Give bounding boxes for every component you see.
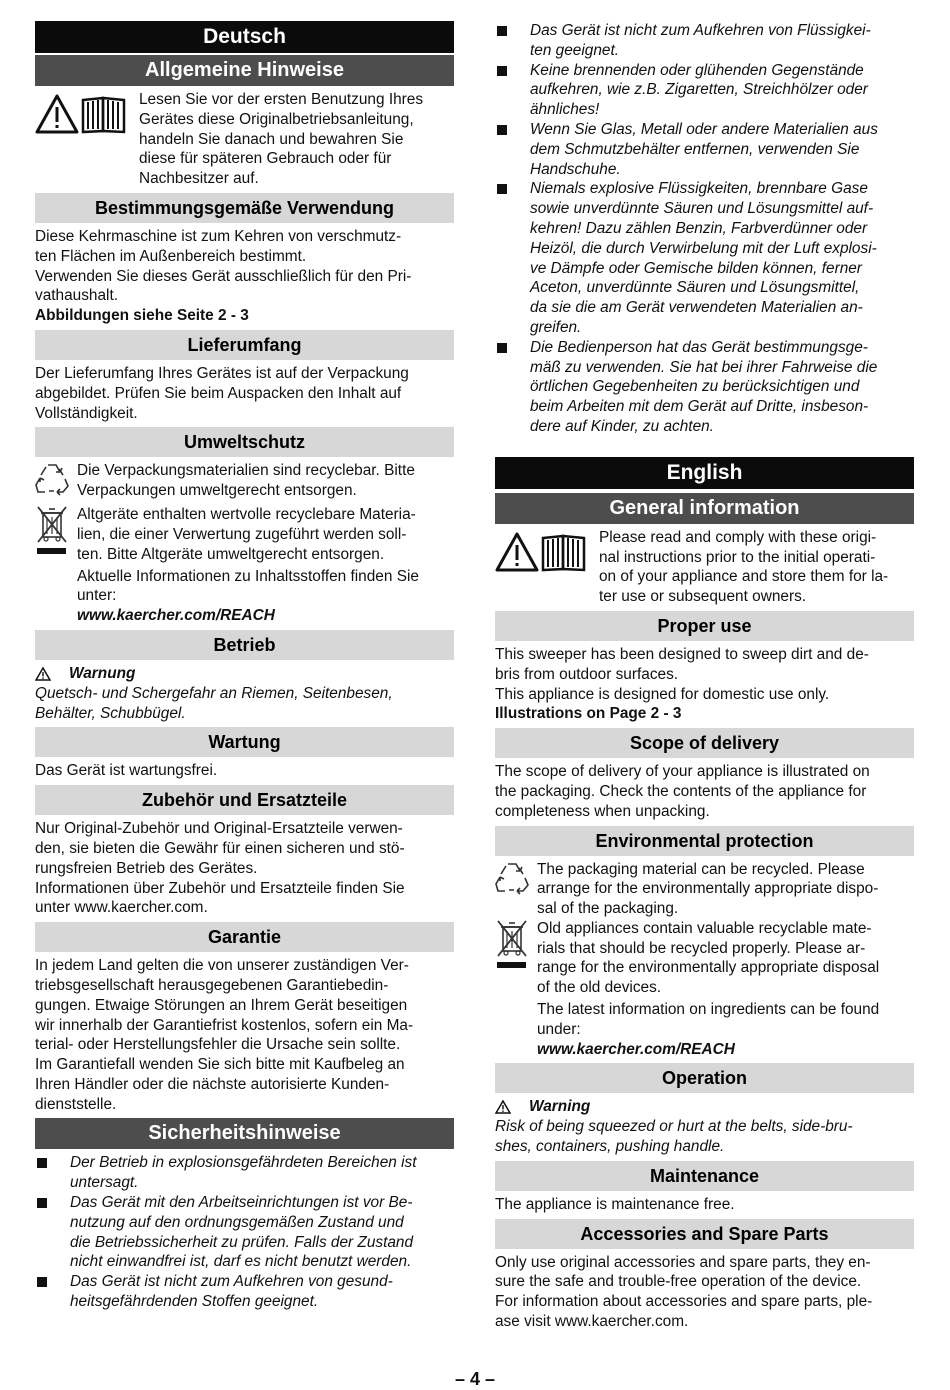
bullet-square-icon <box>37 1198 47 1208</box>
text-line: Im Garantiefall wenden Sie sich bitte mit Kaufbeleg an <box>35 1056 405 1074</box>
text-line: ase visit www.kaercher.com. <box>495 1313 689 1331</box>
bullet-square-icon <box>497 184 507 194</box>
general-info-block <box>495 528 914 607</box>
section-heading-delivery: Scope of delivery <box>495 728 914 758</box>
list-item: Das Gerät mit den Arbeitseinrichtungen ist vor Be- nutzung auf den ordnungsgemäßen Zustand und die Betriebssicherheit zu prüfen. Falls der Zustand nicht einwandfrei ist, darf es nicht benutzt werden. <box>35 1193 454 1272</box>
general-info-block <box>35 90 454 189</box>
bullet-square-icon <box>37 1277 47 1287</box>
text-line: gungen. Etwaige Störungen an Ihrem Gerät beseitigen <box>35 996 408 1014</box>
text-line: ter use or subsequent owners. <box>599 588 807 606</box>
text-line: Risk of being squeezed or hurt at the belts, side-bru- <box>495 1118 853 1136</box>
safety-list-left <box>35 1153 454 1311</box>
text-line: terial- oder Herstellungsfehler die Ursache sein sollte. <box>35 1036 401 1054</box>
text-line: This appliance is designed for domestic use only. <box>495 685 830 703</box>
recycle-icon <box>495 860 529 896</box>
section-heading-environment: Environmental protection <box>495 826 914 856</box>
warning-manual-icon <box>495 532 587 572</box>
right-column <box>495 21 914 1332</box>
text-line: Please read and comply with these origi- <box>599 528 877 546</box>
text-line: vathaushalt. <box>35 287 118 305</box>
warning-icon <box>35 667 51 681</box>
text-line: Nachbesitzer auf. <box>139 170 259 188</box>
text-line: The latest information on ingredients can be found <box>537 1001 880 1019</box>
text-line: sal of the packaging. <box>537 900 679 918</box>
text-line: sure the safe and trouble-free operation of the device. <box>495 1273 862 1291</box>
bullet-square-icon <box>497 343 507 353</box>
text-line: Quetsch- und Schergefahr an Riemen, Seitenbesen, <box>35 684 393 702</box>
list-item: Das Gerät ist nicht zum Aufkehren von Flüssigkei- ten geeignet. <box>495 21 914 61</box>
section-heading-general: Allgemeine Hinweise <box>35 55 454 86</box>
crossed-bin-icon <box>35 505 69 557</box>
warning-label: Warning <box>529 1098 591 1116</box>
list-item: Das Gerät ist nicht zum Aufkehren von gesund- heitsgefährdenden Stoffen geeignet. <box>35 1272 454 1312</box>
list-item: Wenn Sie Glas, Metall oder andere Materialien aus dem Schmutzbehälter entfernen, verwenden Sie Handschuhe. <box>495 120 914 179</box>
german-column <box>35 21 454 1312</box>
text-line: shes, containers, pushing handle. <box>495 1138 725 1156</box>
text-line: The appliance is maintenance free. <box>495 1195 735 1213</box>
text-line: arrange for the environmentally appropriate dispo- <box>537 880 879 898</box>
section-heading-environment: Umweltschutz <box>35 427 454 457</box>
warning-manual-icon <box>35 94 127 134</box>
bullet-square-icon <box>497 125 507 135</box>
text-line: Aktuelle Informationen zu Inhaltsstoffen finden Sie <box>77 567 419 585</box>
section-heading-intended-use: Bestimmungsgemäße Verwendung <box>35 193 454 223</box>
text-line: the packaging. Check the contents of the appliance for <box>495 782 867 800</box>
text-line: Verwenden Sie dieses Gerät ausschließlich für den Pri- <box>35 267 412 285</box>
text-line: completeness when unpacking. <box>495 802 710 820</box>
text-line: The packaging material can be recycled. Please <box>537 860 865 878</box>
text-line: triebsgesellschaft herausgegebenen Garantiebedin- <box>35 976 389 994</box>
section-heading-maintenance: Wartung <box>35 727 454 757</box>
text-line: For information about accessories and spare parts, ple- <box>495 1293 873 1311</box>
text-line: range for the environmentally appropriate disposal <box>537 959 880 977</box>
section-heading-general: General information <box>495 493 914 524</box>
text-line: Informationen über Zubehör und Ersatzteile finden Sie <box>35 879 405 897</box>
text-line: lien, die einer Verwertung zugeführt werden soll- <box>77 525 407 543</box>
section-heading-accessories: Accessories and Spare Parts <box>495 1219 914 1249</box>
text-line: of the old devices. <box>537 979 662 997</box>
warning-icon <box>495 1100 511 1114</box>
text-line: Old appliances contain valuable recyclable mate- <box>537 919 872 937</box>
illustrations-reference: Illustrations on Page 2 - 3 <box>495 705 682 723</box>
text-line: In jedem Land gelten die von unserer zuständigen Ver- <box>35 957 409 975</box>
text-line: Die Verpackungsmaterialien sind recyclebar. Bitte <box>77 462 415 480</box>
list-item: Niemals explosive Flüssigkeiten, brennbare Gase sowie unverdünnte Säuren und Lösungsmittel auf- kehren! Dazu zählen Benzin, Farbverdünner oder Heizöl, die durch Verwirbelung mit der Luft explosi- ve Dämpfe oder Gemische bilden können, ferner Aceton, unverdünnte Säuren und Lösungsmittel, da sie die am Gerät verwendeten Materialien an- greifen. <box>495 179 914 337</box>
page-number: – 4 – <box>454 1369 496 1389</box>
text-line: The scope of delivery of your appliance is illustrated on <box>495 763 870 781</box>
text-line: ten Flächen im Außenbereich bestimmt. <box>35 247 307 265</box>
text-line: nal instructions prior to the initial operati- <box>599 548 876 566</box>
text-line: Ihren Händler oder die nächste autorisierte Kunden- <box>35 1075 390 1093</box>
text-line: bris from outdoor surfaces. <box>495 665 679 683</box>
text-line: Only use original accessories and spare parts, they en- <box>495 1253 871 1271</box>
text-line: Behälter, Schubbügel. <box>35 704 186 722</box>
text-line: rials that should be recycled properly. Please ar- <box>537 939 866 957</box>
section-heading-operation: Operation <box>495 1063 914 1093</box>
text-line: handeln Sie danach und bewahren Sie <box>139 130 404 148</box>
section-heading-proper-use: Proper use <box>495 611 914 641</box>
section-heading-safety: Sicherheitshinweise <box>35 1118 454 1149</box>
text-line: This sweeper has been designed to sweep dirt and de- <box>495 645 869 663</box>
text-line: unter: <box>77 587 117 605</box>
text-line: abgebildet. Prüfen Sie beim Auspacken den Inhalt auf <box>35 384 402 402</box>
text-line: wir innerhalb der Garantiefrist kostenlos, sofern ein Ma- <box>35 1016 414 1034</box>
warning-label: Warnung <box>69 664 136 682</box>
text-line: den, sie bieten die Gewähr für einen sicheren und stö- <box>35 839 405 857</box>
text-line: Das Gerät ist wartungsfrei. <box>35 762 218 780</box>
bullet-square-icon <box>497 66 507 76</box>
bullet-square-icon <box>497 26 507 36</box>
list-item: Die Bedienperson hat das Gerät bestimmungsge- mäß zu verwenden. Sie hat bei ihrer Fahrweise die örtlichen Gegebenheiten zu berücksichtigen und beim Arbeiten mit dem Gerät auf Dritte, insbeson- dere auf Kinder, zu achten. <box>495 338 914 437</box>
text-line: Altgeräte enthalten wertvolle recyclebare Materia- <box>77 506 416 524</box>
list-item: Der Betrieb in explosionsgefährdeten Bereichen ist untersagt. <box>35 1153 454 1193</box>
language-heading-english: English <box>495 457 914 489</box>
text-line: dienststelle. <box>35 1095 117 1113</box>
text-line: ten. Bitte Altgeräte umweltgerecht entsorgen. <box>77 545 385 563</box>
text-line: diese für späteren Gebrauch oder für <box>139 150 392 168</box>
section-heading-warranty: Garantie <box>35 922 454 952</box>
text-line: under: <box>537 1020 581 1038</box>
crossed-bin-icon <box>495 919 529 971</box>
section-heading-delivery: Lieferumfang <box>35 330 454 360</box>
section-heading-maintenance: Maintenance <box>495 1161 914 1191</box>
text-line: on of your appliance and store them for la- <box>599 568 889 586</box>
text-line: rungsfreien Betrieb des Gerätes. <box>35 859 258 877</box>
reach-url[interactable]: www.kaercher.com/REACH <box>77 607 275 625</box>
reach-url[interactable]: www.kaercher.com/REACH <box>537 1040 735 1058</box>
text-line: Diese Kehrmaschine ist zum Kehren von verschmutz- <box>35 227 402 245</box>
language-heading-german: Deutsch <box>35 21 454 53</box>
text-line: Lesen Sie vor der ersten Benutzung Ihres <box>139 91 424 108</box>
list-item: Keine brennenden oder glühenden Gegenstände aufkehren, wie z.B. Zigaretten, Streichhölzer oder ähnliches! <box>495 61 914 120</box>
illustrations-reference: Abbildungen siehe Seite 2 - 3 <box>35 307 249 325</box>
recycle-icon <box>35 461 69 497</box>
text-line: Gerätes diese Originalbetriebsanleitung, <box>139 110 414 128</box>
bullet-square-icon <box>37 1158 47 1168</box>
text-line: unter www.kaercher.com. <box>35 899 208 917</box>
text-line: Der Lieferumfang Ihres Gerätes ist auf der Verpackung <box>35 364 409 382</box>
text-line: Vollständigkeit. <box>35 404 138 422</box>
text-line: Nur Original-Zubehör und Original-Ersatzteile verwen- <box>35 820 403 838</box>
section-heading-accessories: Zubehör und Ersatzteile <box>35 785 454 815</box>
section-heading-operation: Betrieb <box>35 630 454 660</box>
safety-list-right <box>495 21 914 437</box>
text-line: Verpackungen umweltgerecht entsorgen. <box>77 482 357 500</box>
